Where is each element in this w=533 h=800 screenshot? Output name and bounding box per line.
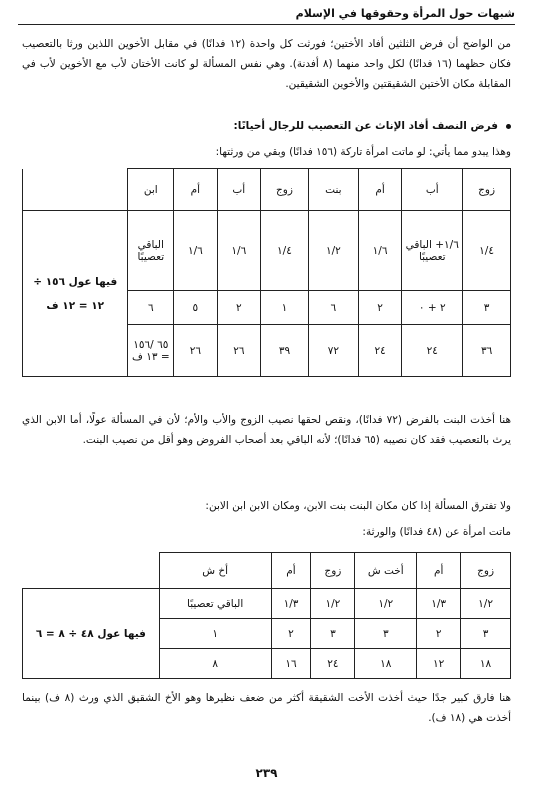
t1-p7: ٦ [128, 291, 174, 325]
intro-2: ماتت امرأة عن (٤٨ فدانًا) والورثة: [362, 526, 511, 538]
t1-corner [23, 169, 128, 211]
t2-s5: الباقي تعصيبًا [159, 589, 271, 619]
t2-corner [23, 553, 160, 589]
table2-header-row [23, 553, 511, 589]
t1-h0: زوج [463, 169, 511, 211]
t1-h3: بنت [308, 169, 358, 211]
t1-a5: ٢٦ [217, 325, 260, 377]
table2-shares-row [23, 589, 511, 619]
t1-s7: الباقي تعصيبًا [128, 211, 174, 291]
paragraph-2: هنا أخذت البنت بالفرض (٧٢ فدانًا)، ونقص لحقها نصيب الزوج والأب والأم؛ لأن في المسألة عولًا، أما الابن الذي يرث بالتعصيب فقد كان نصيبه (٦٥ فدانًا)؛ لأنه الباقي بعد أصحاب الفروض وهو أقل من نصيب البنت. [22, 414, 511, 446]
t1-p4: ١ [261, 291, 309, 325]
t1-s2: ١/٦ [358, 211, 401, 291]
t1-p5: ٢ [217, 291, 260, 325]
t2-p1: ٢ [417, 619, 461, 649]
t2-p2: ٣ [355, 619, 417, 649]
t1-s4: ١/٤ [261, 211, 309, 291]
t2-p4: ٢ [271, 619, 311, 649]
t2-h0: زوج [461, 553, 511, 589]
t1-p0: ٣ [463, 291, 511, 325]
t1-h2: أم [358, 169, 401, 211]
t1-a0: ٣٦ [463, 325, 511, 377]
t2-h2: أخت ش [355, 553, 417, 589]
t1-h1: أب [402, 169, 463, 211]
t2-side-note: فيها عول ٤٨ ÷ ٨ = ٦ [23, 589, 160, 679]
inheritance-table-2 [22, 552, 511, 679]
t2-s1: ١/٣ [417, 589, 461, 619]
header-title: شبهات حول المرأة وحقوقها في الإسلام [295, 7, 515, 20]
t1-s1: ١/٦+ الباقي تعصيبًا [402, 211, 463, 291]
page-number: ٢٣٩ [255, 766, 278, 780]
table1-header-row [23, 169, 511, 211]
t1-a3: ٧٢ [308, 325, 358, 377]
t2-a2: ١٨ [355, 649, 417, 679]
t2-h5: أخ ش [159, 553, 271, 589]
t1-p1: ٢ + ٠ [402, 291, 463, 325]
t2-s4: ١/٣ [271, 589, 311, 619]
t2-a4: ١٦ [271, 649, 311, 679]
t1-p6: ٥ [174, 291, 217, 325]
t1-h7: ابن [128, 169, 174, 211]
t2-s3: ١/٢ [311, 589, 355, 619]
t2-a0: ١٨ [461, 649, 511, 679]
paragraph-1: من الواضح أن فرض الثلثين أفاد الأختين؛ فورثت كل واحدة (١٢ فدانًا) في مقابل الأخوين اللذين ورثا بالتعصيب فكان حظهما (١٦ فدانًا) لكل واحد منهما (٨ أفدنة). وهي نفس المسألة لو كانت الأختان لأب مع الأخوين لأب في المقابلة مكان الأختين الشقيقتين والأخوين الشقيقين. [22, 38, 512, 90]
intro-1: وهذا يبدو مما يأتي: لو ماتت امرأة تاركة (١٥٦ فدانًا) وبقي من ورثتها: [215, 146, 511, 158]
t1-p3: ٦ [308, 291, 358, 325]
t1-h4: زوج [261, 169, 309, 211]
bullet-heading [22, 116, 511, 136]
t1-h6: أم [174, 169, 217, 211]
running-header [18, 6, 515, 25]
t2-p5: ١ [159, 619, 271, 649]
t2-s0: ١/٢ [461, 589, 511, 619]
bullet-icon [506, 124, 511, 129]
t2-a5: ٨ [159, 649, 271, 679]
t1-s3: ١/٢ [308, 211, 358, 291]
t2-s2: ١/٢ [355, 589, 417, 619]
t1-s0: ١/٤ [463, 211, 511, 291]
paragraph-4: هنا فارق كبير جدًا حيث أخذت الأخت الشقيقة أكثر من ضعف نظيرها وهو الأخ الشقيق الذي ورث (٨ ف) بينما أخذت هي (١٨ ف). [22, 692, 512, 724]
t1-s6: ١/٦ [174, 211, 217, 291]
t1-side-note: فيها عول ١٥٦ ÷ ١٢ = ١٢ ف [23, 211, 128, 377]
t1-a2: ٢٤ [358, 325, 401, 377]
bullet-text: فرض النصف أفاد الإناث عن التعصيب للرجال أحيانًا: [233, 120, 498, 132]
t2-a3: ٢٤ [311, 649, 355, 679]
t1-a4: ٣٩ [261, 325, 309, 377]
t1-a7: ٦٥ /١٥٦ = ١٣ ف [128, 325, 174, 377]
paragraph-3: ولا تفترق المسألة إذا كان مكان البنت بنت الابن، ومكان الابن ابن الابن: [205, 500, 511, 512]
t1-a1: ٢٤ [402, 325, 463, 377]
table1-shares-row [23, 211, 511, 291]
t2-p3: ٣ [311, 619, 355, 649]
t1-a6: ٢٦ [174, 325, 217, 377]
t1-p2: ٢ [358, 291, 401, 325]
t2-p0: ٣ [461, 619, 511, 649]
t1-h5: أب [217, 169, 260, 211]
t2-h4: أم [271, 553, 311, 589]
t2-a1: ١٢ [417, 649, 461, 679]
inheritance-table-1 [22, 168, 511, 377]
t2-h3: زوج [311, 553, 355, 589]
t2-h1: أم [417, 553, 461, 589]
t1-s5: ١/٦ [217, 211, 260, 291]
